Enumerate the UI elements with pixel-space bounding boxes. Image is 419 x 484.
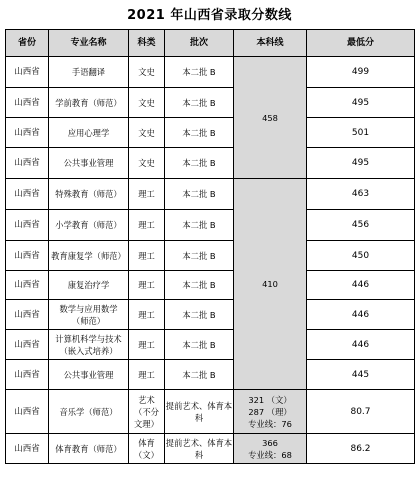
page-title: 2021 年山西省录取分数线 bbox=[127, 8, 292, 23]
major-cell: 康复治疗学 bbox=[49, 271, 129, 300]
major-cell: 音乐学（师范） bbox=[49, 390, 129, 434]
batch-cell: 本二批 B bbox=[165, 330, 234, 360]
province-cell: 山西省 bbox=[6, 300, 49, 330]
category-line: （不分 bbox=[134, 406, 159, 417]
cutoff-line-cell: 458 bbox=[234, 57, 307, 179]
major-cell: 应用心理学 bbox=[49, 118, 129, 148]
min-score-cell: 446 bbox=[307, 330, 415, 360]
header-province: 省份 bbox=[6, 30, 49, 57]
province-cell: 山西省 bbox=[6, 271, 49, 300]
category-cell: 理工 bbox=[129, 241, 165, 271]
province-cell: 山西省 bbox=[6, 57, 49, 88]
batch-line: 科 bbox=[194, 412, 204, 423]
major-line: （嵌入式培养） bbox=[59, 345, 118, 356]
min-score-cell: 446 bbox=[307, 300, 415, 330]
category-cell: 理工 bbox=[129, 179, 165, 210]
major-cell: 公共事业管理 bbox=[49, 148, 129, 179]
table-row bbox=[6, 360, 415, 390]
min-score-cell: 456 bbox=[307, 210, 415, 241]
batch-cell: 本二批 B bbox=[165, 88, 234, 118]
min-score-cell: 86.2 bbox=[307, 434, 415, 464]
header-major: 专业名称 bbox=[49, 30, 129, 57]
batch-cell bbox=[165, 434, 234, 464]
batch-cell: 本二批 B bbox=[165, 300, 234, 330]
batch-line: 提前艺术、体育本 bbox=[165, 400, 233, 411]
cutoff-line-text: 专业线：68 bbox=[248, 449, 292, 460]
category-cell bbox=[129, 434, 165, 464]
min-score-cell: 499 bbox=[307, 57, 415, 88]
category-line: 文理） bbox=[134, 418, 159, 429]
category-cell: 理工 bbox=[129, 360, 165, 390]
batch-line: 提前艺术、体育本 bbox=[165, 437, 233, 448]
major-cell: 小学教育（师范） bbox=[49, 210, 129, 241]
min-score-cell: 80.7 bbox=[307, 390, 415, 434]
table-row bbox=[6, 271, 415, 300]
major-line: 计算机科学与技术 bbox=[55, 333, 122, 344]
category-line: 艺术 bbox=[138, 394, 155, 405]
min-score-cell: 445 bbox=[307, 360, 415, 390]
cutoff-line-text: 287 （理） bbox=[248, 406, 292, 417]
table-row bbox=[6, 179, 415, 210]
category-cell: 理工 bbox=[129, 210, 165, 241]
major-cell: 体育教育（师范） bbox=[49, 434, 129, 464]
province-cell: 山西省 bbox=[6, 330, 49, 360]
min-score-cell: 450 bbox=[307, 241, 415, 271]
province-cell: 山西省 bbox=[6, 390, 49, 434]
table-row bbox=[6, 118, 415, 148]
province-cell: 山西省 bbox=[6, 241, 49, 271]
cutoff-line-text: 321 （文） bbox=[248, 394, 292, 405]
header-cutoff-line: 本科线 bbox=[234, 30, 307, 57]
category-cell: 文史 bbox=[129, 88, 165, 118]
category-cell: 理工 bbox=[129, 271, 165, 300]
batch-cell: 本二批 B bbox=[165, 57, 234, 88]
cutoff-line-text: 专业线：76 bbox=[248, 418, 292, 429]
major-cell bbox=[49, 300, 129, 330]
category-line: 体育 bbox=[138, 437, 155, 448]
major-cell: 学前教育（师范） bbox=[49, 88, 129, 118]
major-cell: 公共事业管理 bbox=[49, 360, 129, 390]
province-cell: 山西省 bbox=[6, 210, 49, 241]
min-score-cell: 495 bbox=[307, 88, 415, 118]
min-score-cell: 446 bbox=[307, 271, 415, 300]
cutoff-line-cell bbox=[234, 434, 307, 464]
batch-cell: 本二批 B bbox=[165, 241, 234, 271]
min-score-cell: 463 bbox=[307, 179, 415, 210]
table-row bbox=[6, 330, 415, 360]
category-cell: 文史 bbox=[129, 57, 165, 88]
province-cell: 山西省 bbox=[6, 179, 49, 210]
cutoff-line-text: 366 bbox=[262, 437, 278, 448]
table-row bbox=[6, 390, 415, 434]
table-row bbox=[6, 57, 415, 88]
table-row bbox=[6, 88, 415, 118]
province-cell: 山西省 bbox=[6, 88, 49, 118]
major-line: 数学与应用数学 bbox=[59, 303, 118, 314]
province-cell: 山西省 bbox=[6, 360, 49, 390]
table-row bbox=[6, 148, 415, 179]
table-row bbox=[6, 434, 415, 464]
province-cell: 山西省 bbox=[6, 434, 49, 464]
category-cell: 文史 bbox=[129, 148, 165, 179]
major-cell: 教育康复学（师范） bbox=[49, 241, 129, 271]
category-line: （文） bbox=[134, 449, 159, 460]
table-row bbox=[6, 300, 415, 330]
batch-cell: 本二批 B bbox=[165, 360, 234, 390]
batch-cell: 本二批 B bbox=[165, 148, 234, 179]
header-batch: 批次 bbox=[165, 30, 234, 57]
header-row bbox=[6, 30, 415, 57]
batch-line: 科 bbox=[194, 449, 204, 460]
province-cell: 山西省 bbox=[6, 148, 49, 179]
category-cell bbox=[129, 390, 165, 434]
table-row bbox=[6, 241, 415, 271]
batch-cell: 本二批 B bbox=[165, 271, 234, 300]
table-row bbox=[6, 210, 415, 241]
header-category: 科类 bbox=[129, 30, 165, 57]
header-min-score: 最低分 bbox=[307, 30, 415, 57]
major-cell: 特殊教育（师范） bbox=[49, 179, 129, 210]
batch-cell: 本二批 B bbox=[165, 210, 234, 241]
major-line: （师范） bbox=[71, 315, 106, 326]
cutoff-line-cell: 410 bbox=[234, 179, 307, 390]
category-cell: 理工 bbox=[129, 300, 165, 330]
category-cell: 理工 bbox=[129, 330, 165, 360]
category-cell: 文史 bbox=[129, 118, 165, 148]
major-cell: 手语翻译 bbox=[49, 57, 129, 88]
admission-score-table bbox=[5, 29, 415, 464]
major-cell bbox=[49, 330, 129, 360]
cutoff-line-cell bbox=[234, 390, 307, 434]
min-score-cell: 501 bbox=[307, 118, 415, 148]
batch-cell: 本二批 B bbox=[165, 118, 234, 148]
batch-cell: 本二批 B bbox=[165, 179, 234, 210]
province-cell: 山西省 bbox=[6, 118, 49, 148]
batch-cell bbox=[165, 390, 234, 434]
min-score-cell: 495 bbox=[307, 148, 415, 179]
